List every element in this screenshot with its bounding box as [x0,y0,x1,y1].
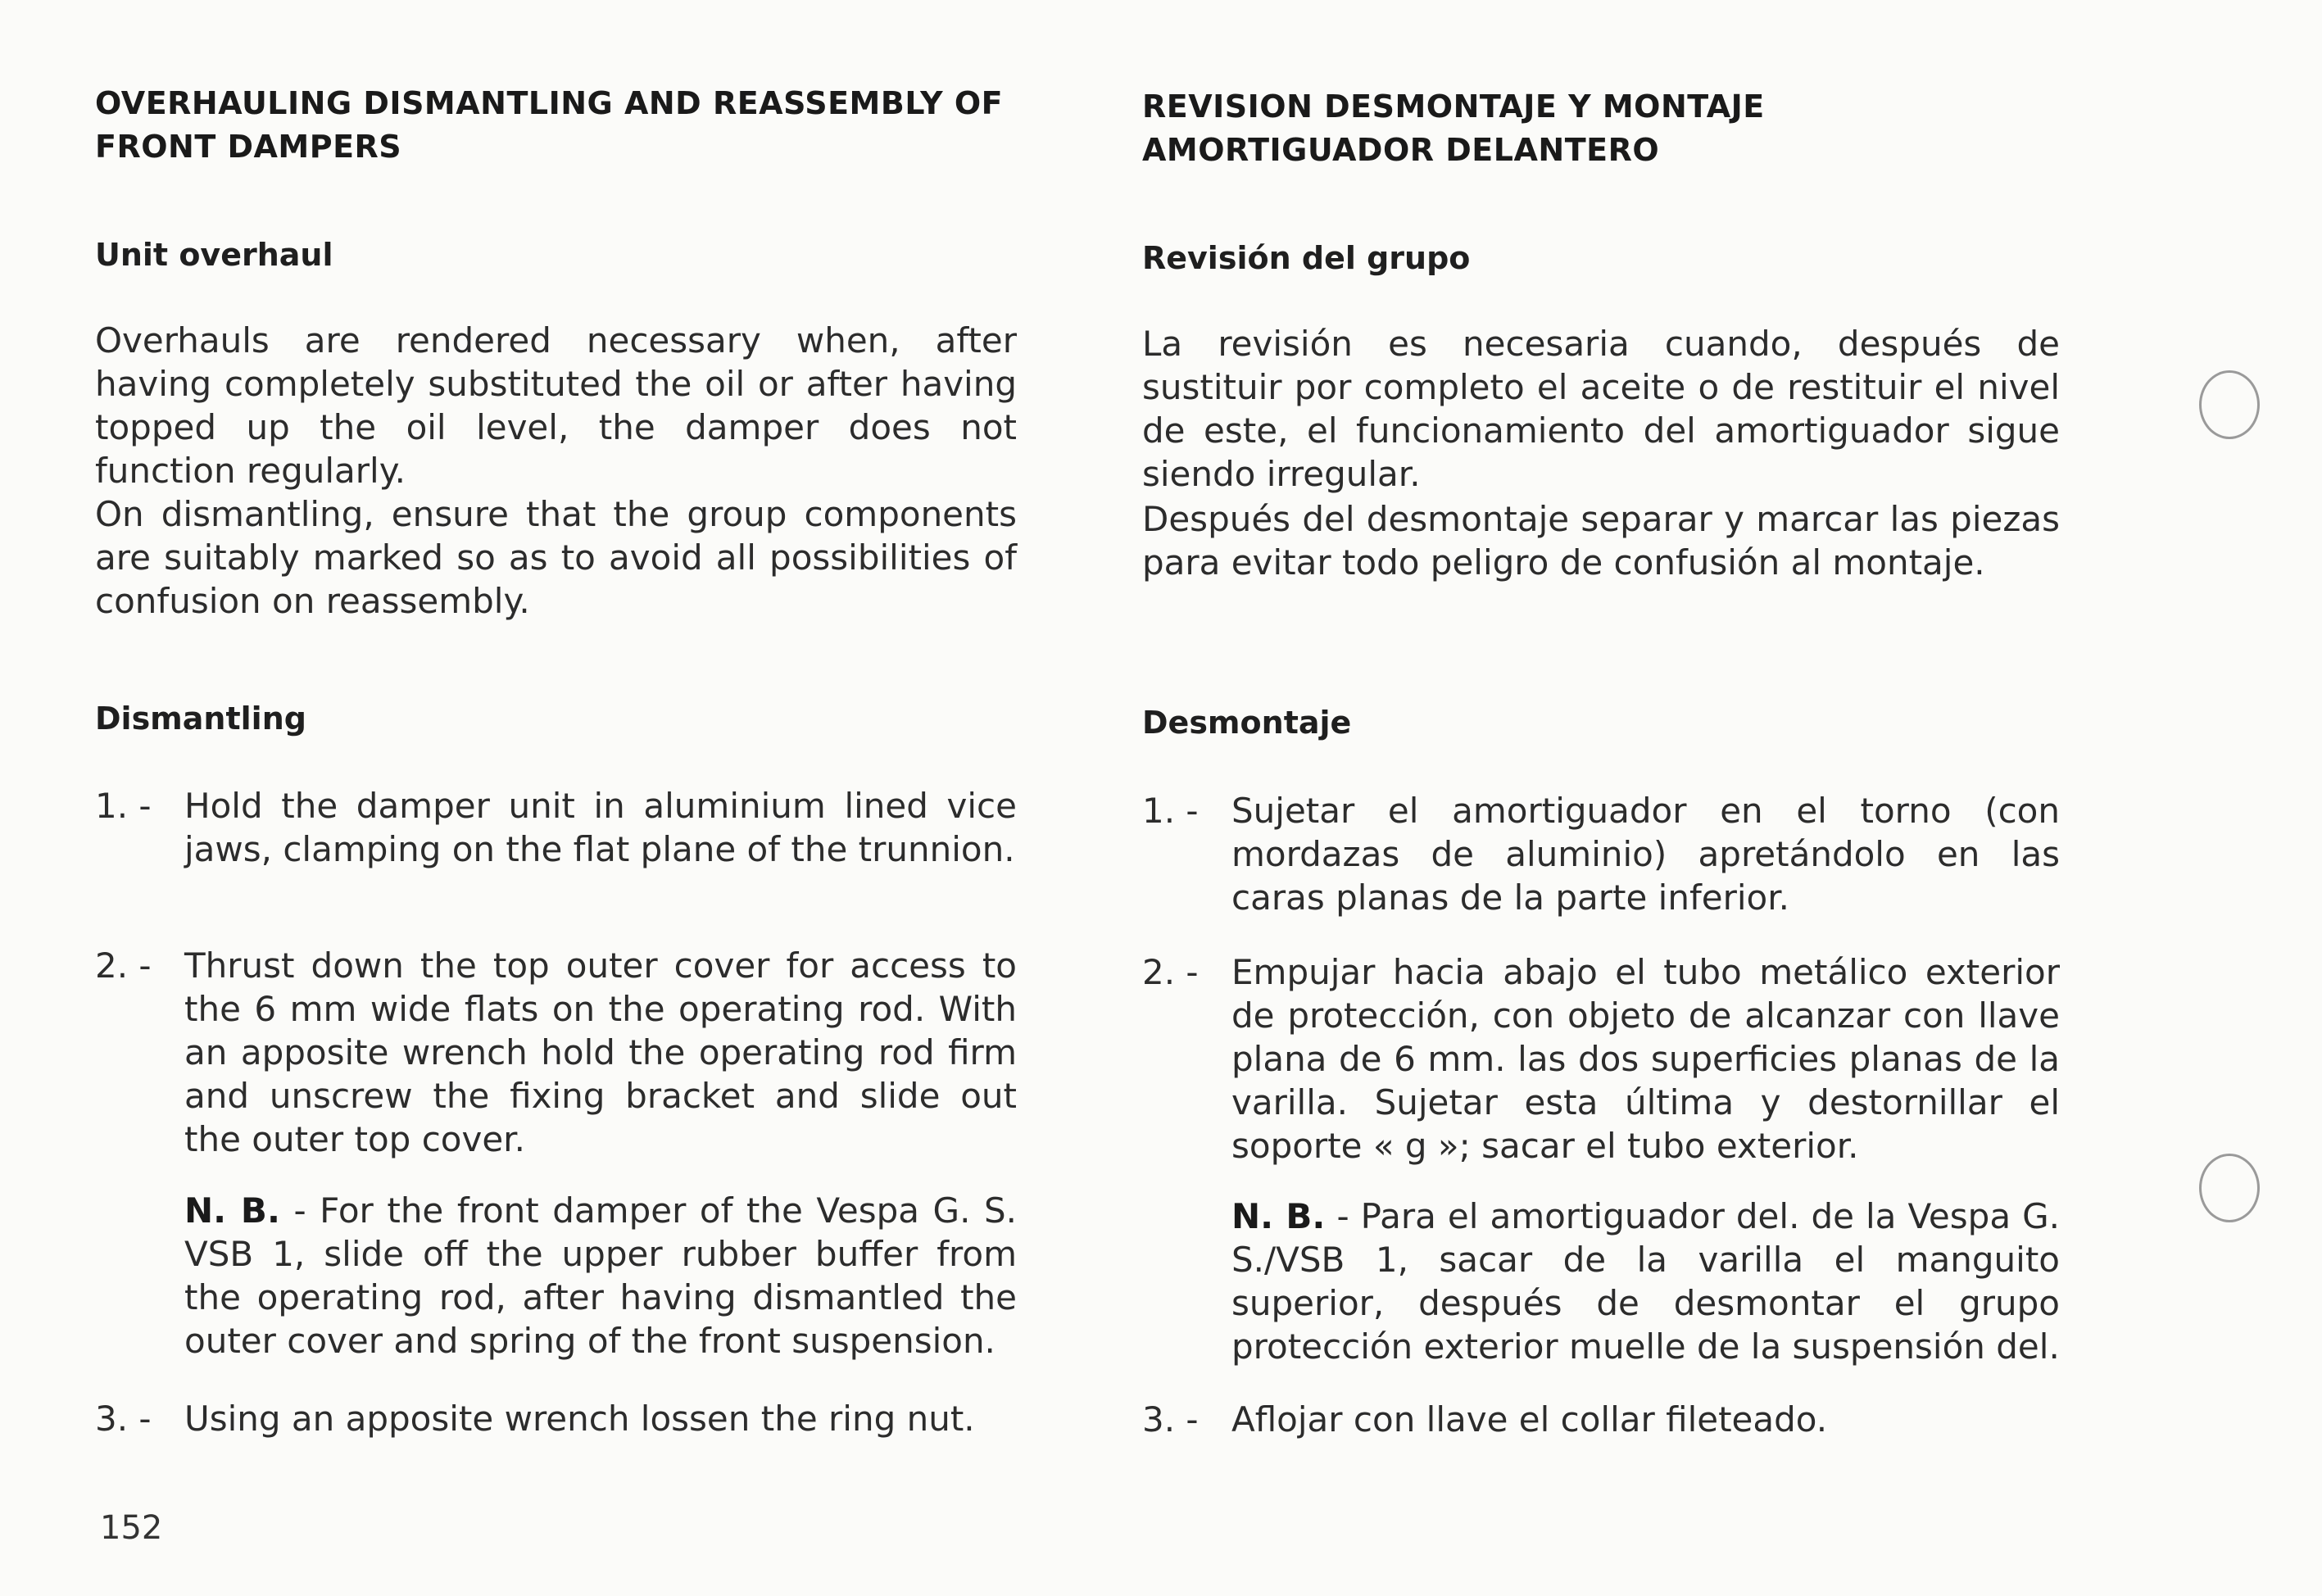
list-item-number: 1. - [95,786,152,826]
list-item-text: Aflojar con llave el collar fileteado. [1231,1399,1828,1440]
nb-label: N. B. [184,1190,280,1231]
desmontaje-heading: Desmontaje [1142,705,1352,741]
list-item-text: Using an apposite wrench lossen the ring nut. [184,1399,975,1439]
nb-text: - Para el amortiguador del. de la Vespa G. S./VSB 1, sacar de la varilla el manguito superior, después de desmontar el grupo protección exterior muelle de la suspensión del. [1231,1196,2060,1367]
list-item-text: Empujar hacia abajo el tubo metálico exterior de protección, con objeto de alcanzar con llave plana de 6 mm. las dos superficies planas de la varilla. Sujetar esta última y destornillar el soporte « g »; sacar el tubo exterior. [1231,952,2060,1166]
list-item-text: Sujetar el amortiguador en el torno (con mordazas de aluminio) apretándolo en las caras planas de la parte inferior. [1231,791,2060,918]
list-item-text: Thrust down the top outer cover for access to the 6 mm wide flats on the operating rod. With an apposite wrench hold the operating rod firm and unscrew the fixing bracket and slide out the outer top cover. [184,945,1017,1159]
revision-paragraph-2: Después del desmontaje separar y marcar las piezas para evitar todo peligro de confusión al montaje. [1142,499,2060,583]
binder-hole-icon [2199,370,2260,439]
binder-hole-icon [2199,1154,2260,1222]
list-item-text: Hold the damper unit in aluminium lined vice jaws, clamping on the flat plane of the trunnion. [184,786,1017,869]
revision-heading: Revisión del grupo [1142,240,1471,276]
unit-overhaul-heading: Unit overhaul [95,237,333,273]
nota-bene-note [1231,1195,2060,1368]
dismantling-heading: Dismantling [95,701,306,737]
revision-paragraph-1: La revisión es necesaria cuando, después de sustituir por completo el aceite o de restituir el nivel de este, el funcionamiento del amortiguador sigue siendo irregular. [1142,324,2060,494]
list-item-number: 3. - [1142,1399,1199,1440]
list-item-number: 2. - [95,945,152,986]
page-title-spanish: REVISION DESMONTAJE Y MONTAJE AMORTIGUADOR DELANTERO [1142,88,1765,168]
unit-overhaul-paragraph-1: Overhauls are rendered necessary when, after having completely substituted the oil or after having topped up the oil level, the damper does not function regularly. [95,320,1017,491]
list-item-number: 3. - [95,1399,152,1439]
list-item-number: 2. - [1142,952,1199,992]
nb-label: N. B. [1231,1196,1326,1236]
nota-bene-note [184,1189,1017,1362]
page-title-english: OVERHAULING DISMANTLING AND REASSEMBLY OF FRONT DAMPERS [95,85,1004,165]
list-item-number: 1. - [1142,791,1199,831]
nb-text: - For the front damper of the Vespa G. S. VSB 1, slide off the upper rubber buffer from the operating rod, after having dismantled the outer cover and spring of the front suspension. [184,1190,1018,1361]
unit-overhaul-paragraph-2: On dismantling, ensure that the group components are suitably marked so as to avoid all possibilities of confusion on reassembly. [95,494,1017,621]
page-number: 152 [100,1509,163,1547]
